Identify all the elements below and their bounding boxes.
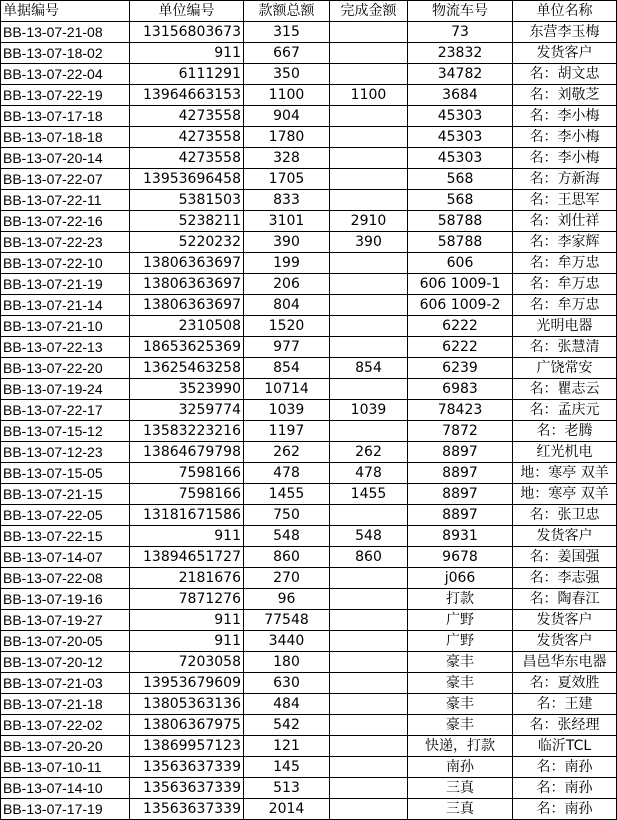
table-body bbox=[1, 22, 617, 820]
table-cell: 145 bbox=[244, 757, 330, 778]
table-cell: 名：王建 bbox=[513, 694, 617, 715]
header-cell: 单位编号 bbox=[130, 1, 244, 22]
table-cell: BB-13-07-22-13 bbox=[1, 337, 130, 358]
table-cell: 34782 bbox=[408, 64, 513, 85]
table-row bbox=[1, 358, 617, 379]
table-row bbox=[1, 589, 617, 610]
table-cell: 发货客户 bbox=[513, 631, 617, 652]
table-cell: 911 bbox=[130, 526, 244, 547]
table-cell: 478 bbox=[244, 463, 330, 484]
table-row bbox=[1, 715, 617, 736]
table-cell: 昌邑华东电器 bbox=[513, 652, 617, 673]
table-cell: 三真 bbox=[408, 778, 513, 799]
table-cell: 667 bbox=[244, 43, 330, 64]
table-cell: BB-13-07-21-03 bbox=[1, 673, 130, 694]
table-cell: 206 bbox=[244, 274, 330, 295]
table-cell: 548 bbox=[244, 526, 330, 547]
table-cell: 180 bbox=[244, 652, 330, 673]
table-row bbox=[1, 64, 617, 85]
table-cell: BB-13-07-22-02 bbox=[1, 715, 130, 736]
table-row bbox=[1, 316, 617, 337]
table-cell: 名：李小梅 bbox=[513, 106, 617, 127]
table-cell: BB-13-07-17-19 bbox=[1, 799, 130, 820]
table-cell: 打款 bbox=[408, 589, 513, 610]
table-cell: 13964663153 bbox=[130, 85, 244, 106]
table-cell: 478 bbox=[330, 463, 408, 484]
table-cell: 13156803673 bbox=[130, 22, 244, 43]
table-row bbox=[1, 400, 617, 421]
table-row bbox=[1, 568, 617, 589]
table-cell: 名：刘敬芝 bbox=[513, 85, 617, 106]
table-cell: BB-13-07-22-04 bbox=[1, 64, 130, 85]
table-cell bbox=[330, 148, 408, 169]
table-cell: 73 bbox=[408, 22, 513, 43]
table-cell: 名：姜国强 bbox=[513, 547, 617, 568]
table-row bbox=[1, 526, 617, 547]
header-cell: 完成金额 bbox=[330, 1, 408, 22]
table-cell: 6983 bbox=[408, 379, 513, 400]
table-cell: 833 bbox=[244, 190, 330, 211]
table-cell bbox=[330, 673, 408, 694]
table-cell: 1455 bbox=[244, 484, 330, 505]
table-cell: BB-13-07-10-11 bbox=[1, 757, 130, 778]
table-cell bbox=[330, 421, 408, 442]
table-header bbox=[1, 1, 617, 22]
table-cell bbox=[330, 22, 408, 43]
table-cell: 1705 bbox=[244, 169, 330, 190]
table-row bbox=[1, 337, 617, 358]
table-cell: 名：刘仕祥 bbox=[513, 211, 617, 232]
table-cell: 7598166 bbox=[130, 484, 244, 505]
table-cell: 豪丰 bbox=[408, 673, 513, 694]
table-cell: 2310508 bbox=[130, 316, 244, 337]
table-row bbox=[1, 274, 617, 295]
table-cell bbox=[330, 652, 408, 673]
table-cell: 名：陶春江 bbox=[513, 589, 617, 610]
table-cell: 58788 bbox=[408, 211, 513, 232]
table-cell: 854 bbox=[244, 358, 330, 379]
table-cell: 1455 bbox=[330, 484, 408, 505]
table-row bbox=[1, 295, 617, 316]
table-cell: 860 bbox=[330, 547, 408, 568]
table-cell: 548 bbox=[330, 526, 408, 547]
table-cell bbox=[330, 736, 408, 757]
table-cell: 5238211 bbox=[130, 211, 244, 232]
table-cell: 光明电器 bbox=[513, 316, 617, 337]
table-cell: 名：李家辉 bbox=[513, 232, 617, 253]
table-cell: 2014 bbox=[244, 799, 330, 820]
table-cell: 484 bbox=[244, 694, 330, 715]
table-row bbox=[1, 211, 617, 232]
table-cell: BB-13-07-20-20 bbox=[1, 736, 130, 757]
table-cell: 13583223216 bbox=[130, 421, 244, 442]
table-cell: BB-13-07-20-12 bbox=[1, 652, 130, 673]
header-cell: 款额总额 bbox=[244, 1, 330, 22]
table-cell: 7872 bbox=[408, 421, 513, 442]
table-cell: 13864679798 bbox=[130, 442, 244, 463]
table-cell: 名：老腾 bbox=[513, 421, 617, 442]
table-cell: 4273558 bbox=[130, 148, 244, 169]
table-row bbox=[1, 673, 617, 694]
table-cell: 13805363136 bbox=[130, 694, 244, 715]
table-cell: 23832 bbox=[408, 43, 513, 64]
table-cell: 13953679609 bbox=[130, 673, 244, 694]
table-cell: 名：王思军 bbox=[513, 190, 617, 211]
table-cell: BB-13-07-19-27 bbox=[1, 610, 130, 631]
table-cell: 977 bbox=[244, 337, 330, 358]
table-cell: 1039 bbox=[330, 400, 408, 421]
table-cell: 45303 bbox=[408, 127, 513, 148]
table-cell bbox=[330, 610, 408, 631]
table-cell: 名：南孙 bbox=[513, 799, 617, 820]
table-row bbox=[1, 127, 617, 148]
table-cell: 8897 bbox=[408, 442, 513, 463]
table-cell bbox=[330, 274, 408, 295]
table-cell: 名：李志强 bbox=[513, 568, 617, 589]
table-cell: BB-13-07-22-11 bbox=[1, 190, 130, 211]
table-cell: 发货客户 bbox=[513, 610, 617, 631]
table-cell: 13953696458 bbox=[130, 169, 244, 190]
table-cell: BB-13-07-22-20 bbox=[1, 358, 130, 379]
table-cell: 10714 bbox=[244, 379, 330, 400]
table-cell: 2910 bbox=[330, 211, 408, 232]
table-cell: 1520 bbox=[244, 316, 330, 337]
table-row bbox=[1, 757, 617, 778]
table-cell bbox=[330, 799, 408, 820]
table-cell: 8897 bbox=[408, 484, 513, 505]
table-cell: BB-13-07-15-05 bbox=[1, 463, 130, 484]
table-cell: 1100 bbox=[330, 85, 408, 106]
table-cell: BB-13-07-14-10 bbox=[1, 778, 130, 799]
table-cell bbox=[330, 127, 408, 148]
table-cell: 4273558 bbox=[130, 106, 244, 127]
table-cell: BB-13-07-22-15 bbox=[1, 526, 130, 547]
table-cell: 3523990 bbox=[130, 379, 244, 400]
table-cell: 804 bbox=[244, 295, 330, 316]
table-row bbox=[1, 463, 617, 484]
table-row bbox=[1, 169, 617, 190]
table-cell: BB-13-07-20-14 bbox=[1, 148, 130, 169]
header-cell: 单据编号 bbox=[1, 1, 130, 22]
table-row bbox=[1, 379, 617, 400]
table-cell: 390 bbox=[330, 232, 408, 253]
table-cell: 地：寒亭 双羊 bbox=[513, 484, 617, 505]
table-cell: 13563637339 bbox=[130, 778, 244, 799]
table-cell: 名：牟万忠 bbox=[513, 274, 617, 295]
table-cell: 750 bbox=[244, 505, 330, 526]
table-row bbox=[1, 421, 617, 442]
table-cell bbox=[330, 169, 408, 190]
table-cell: 名：牟万忠 bbox=[513, 295, 617, 316]
table-cell: 名：胡文忠 bbox=[513, 64, 617, 85]
table-cell: 911 bbox=[130, 43, 244, 64]
table-cell: 6111291 bbox=[130, 64, 244, 85]
table-cell: 262 bbox=[330, 442, 408, 463]
table-cell bbox=[330, 505, 408, 526]
table-cell: 8931 bbox=[408, 526, 513, 547]
table-cell bbox=[330, 295, 408, 316]
table-cell: 广野 bbox=[408, 610, 513, 631]
table-cell: 1197 bbox=[244, 421, 330, 442]
table-cell: 13806367975 bbox=[130, 715, 244, 736]
header-cell: 单位名称 bbox=[513, 1, 617, 22]
table-cell: j066 bbox=[408, 568, 513, 589]
table-cell: 13869957123 bbox=[130, 736, 244, 757]
table-cell: 542 bbox=[244, 715, 330, 736]
table-row bbox=[1, 232, 617, 253]
table-cell: 911 bbox=[130, 631, 244, 652]
table-cell: 911 bbox=[130, 610, 244, 631]
table-cell: 568 bbox=[408, 190, 513, 211]
table-cell bbox=[330, 568, 408, 589]
table-cell: 豪丰 bbox=[408, 715, 513, 736]
table-cell: BB-13-07-14-07 bbox=[1, 547, 130, 568]
table-row bbox=[1, 85, 617, 106]
table-row bbox=[1, 106, 617, 127]
table-cell: 1780 bbox=[244, 127, 330, 148]
table-row bbox=[1, 652, 617, 673]
table-cell: 1039 bbox=[244, 400, 330, 421]
table-cell bbox=[330, 43, 408, 64]
table-cell: 3101 bbox=[244, 211, 330, 232]
table-cell: 1100 bbox=[244, 85, 330, 106]
table-cell: BB-13-07-22-23 bbox=[1, 232, 130, 253]
table-cell: BB-13-07-12-23 bbox=[1, 442, 130, 463]
table-cell: 262 bbox=[244, 442, 330, 463]
table-cell: 9678 bbox=[408, 547, 513, 568]
table-cell bbox=[330, 631, 408, 652]
table-cell: BB-13-07-22-17 bbox=[1, 400, 130, 421]
table-cell: BB-13-07-22-19 bbox=[1, 85, 130, 106]
table-cell: 13625463258 bbox=[130, 358, 244, 379]
table-cell: BB-13-07-21-10 bbox=[1, 316, 130, 337]
table-cell: 名：李小梅 bbox=[513, 148, 617, 169]
header-cell: 物流车号 bbox=[408, 1, 513, 22]
table-cell: 18653625369 bbox=[130, 337, 244, 358]
table-cell: 名：瞿志云 bbox=[513, 379, 617, 400]
table-cell: 13806363697 bbox=[130, 295, 244, 316]
table-cell bbox=[330, 106, 408, 127]
table-cell: 13563637339 bbox=[130, 799, 244, 820]
table-cell: 东营李玉梅 bbox=[513, 22, 617, 43]
table-cell: 豪丰 bbox=[408, 652, 513, 673]
table-cell: 3440 bbox=[244, 631, 330, 652]
table-row bbox=[1, 610, 617, 631]
table-cell: 513 bbox=[244, 778, 330, 799]
table-cell: 名：牟万忠 bbox=[513, 253, 617, 274]
table-row bbox=[1, 484, 617, 505]
table-cell: 390 bbox=[244, 232, 330, 253]
table-cell: BB-13-07-21-19 bbox=[1, 274, 130, 295]
table-cell: BB-13-07-21-08 bbox=[1, 22, 130, 43]
table-cell: 名：李小梅 bbox=[513, 127, 617, 148]
table-cell: 96 bbox=[244, 589, 330, 610]
table-cell: 13181671586 bbox=[130, 505, 244, 526]
table-cell: 854 bbox=[330, 358, 408, 379]
table-cell: BB-13-07-22-10 bbox=[1, 253, 130, 274]
table-cell bbox=[330, 379, 408, 400]
table-cell: 78423 bbox=[408, 400, 513, 421]
table-cell: 6222 bbox=[408, 316, 513, 337]
table-cell: 6239 bbox=[408, 358, 513, 379]
table-cell: 南孙 bbox=[408, 757, 513, 778]
table-cell: 3684 bbox=[408, 85, 513, 106]
table-cell: 13806363697 bbox=[130, 274, 244, 295]
table-cell: 名：张慧清 bbox=[513, 337, 617, 358]
table-cell: 豪丰 bbox=[408, 694, 513, 715]
table-cell bbox=[330, 778, 408, 799]
table-cell: 606 1009-1 bbox=[408, 274, 513, 295]
table-row bbox=[1, 799, 617, 820]
table-row bbox=[1, 778, 617, 799]
table-cell: BB-13-07-22-05 bbox=[1, 505, 130, 526]
table-cell: 发货客户 bbox=[513, 43, 617, 64]
table-cell: 地：寒亭 双羊 bbox=[513, 463, 617, 484]
table-cell: 13894651727 bbox=[130, 547, 244, 568]
table-cell: 270 bbox=[244, 568, 330, 589]
table-cell: 328 bbox=[244, 148, 330, 169]
table-cell: 77548 bbox=[244, 610, 330, 631]
table-cell: 8897 bbox=[408, 463, 513, 484]
table-row bbox=[1, 442, 617, 463]
table-row bbox=[1, 43, 617, 64]
table-cell: BB-13-07-17-18 bbox=[1, 106, 130, 127]
table-cell: 4273558 bbox=[130, 127, 244, 148]
table-cell: 红光机电 bbox=[513, 442, 617, 463]
table-cell: 13563637339 bbox=[130, 757, 244, 778]
table-cell: 45303 bbox=[408, 148, 513, 169]
table-row bbox=[1, 253, 617, 274]
table-cell: 3259774 bbox=[130, 400, 244, 421]
table-cell: 45303 bbox=[408, 106, 513, 127]
table-row bbox=[1, 505, 617, 526]
table-cell bbox=[330, 64, 408, 85]
table-cell: 315 bbox=[244, 22, 330, 43]
table-cell: 199 bbox=[244, 253, 330, 274]
table-cell: BB-13-07-21-18 bbox=[1, 694, 130, 715]
table-cell: 快递，打款 bbox=[408, 736, 513, 757]
table-cell bbox=[330, 589, 408, 610]
table-cell: 名：南孙 bbox=[513, 757, 617, 778]
table-cell: 121 bbox=[244, 736, 330, 757]
table-cell: 名：方新海 bbox=[513, 169, 617, 190]
table-cell: BB-13-07-18-18 bbox=[1, 127, 130, 148]
table-cell: BB-13-07-22-16 bbox=[1, 211, 130, 232]
table-cell: 7871276 bbox=[130, 589, 244, 610]
table-row bbox=[1, 22, 617, 43]
table-cell: 606 bbox=[408, 253, 513, 274]
table-row bbox=[1, 148, 617, 169]
table-cell: 904 bbox=[244, 106, 330, 127]
table-cell: BB-13-07-22-08 bbox=[1, 568, 130, 589]
table-cell: 名：孟庆元 bbox=[513, 400, 617, 421]
table-cell bbox=[330, 190, 408, 211]
table-cell: 名：夏效胜 bbox=[513, 673, 617, 694]
table-cell: 名：南孙 bbox=[513, 778, 617, 799]
table-cell: 58788 bbox=[408, 232, 513, 253]
table-cell: 三真 bbox=[408, 799, 513, 820]
table-cell: 名：张经理 bbox=[513, 715, 617, 736]
table-cell: 568 bbox=[408, 169, 513, 190]
table-cell: BB-13-07-20-05 bbox=[1, 631, 130, 652]
table-cell: 13806363697 bbox=[130, 253, 244, 274]
table-cell: 350 bbox=[244, 64, 330, 85]
table-cell: 广饶常安 bbox=[513, 358, 617, 379]
table-cell: BB-13-07-15-12 bbox=[1, 421, 130, 442]
table-row bbox=[1, 190, 617, 211]
table-cell: BB-13-07-22-07 bbox=[1, 169, 130, 190]
table-cell: BB-13-07-21-14 bbox=[1, 295, 130, 316]
table-cell: 2181676 bbox=[130, 568, 244, 589]
table-cell bbox=[330, 316, 408, 337]
table-cell bbox=[330, 757, 408, 778]
table-cell: 630 bbox=[244, 673, 330, 694]
table-row bbox=[1, 547, 617, 568]
table-cell: BB-13-07-21-15 bbox=[1, 484, 130, 505]
table-row bbox=[1, 736, 617, 757]
table-cell: 发货客户 bbox=[513, 526, 617, 547]
table-cell: 广野 bbox=[408, 631, 513, 652]
table-cell: 6222 bbox=[408, 337, 513, 358]
header-row bbox=[1, 1, 617, 22]
table-row bbox=[1, 694, 617, 715]
table-cell: 860 bbox=[244, 547, 330, 568]
table-cell bbox=[330, 337, 408, 358]
table-cell: 606 1009-2 bbox=[408, 295, 513, 316]
table-cell: 5220232 bbox=[130, 232, 244, 253]
table-cell: 5381503 bbox=[130, 190, 244, 211]
table-cell: BB-13-07-18-02 bbox=[1, 43, 130, 64]
table-cell: 7203058 bbox=[130, 652, 244, 673]
table-cell: 8897 bbox=[408, 505, 513, 526]
table-row bbox=[1, 631, 617, 652]
table-cell: BB-13-07-19-24 bbox=[1, 379, 130, 400]
table-cell bbox=[330, 715, 408, 736]
table-cell bbox=[330, 253, 408, 274]
table-cell: BB-13-07-19-16 bbox=[1, 589, 130, 610]
table-cell bbox=[330, 694, 408, 715]
table-cell: 名：张卫忠 bbox=[513, 505, 617, 526]
table-cell: 临沂TCL bbox=[513, 736, 617, 757]
table-cell: 7598166 bbox=[130, 463, 244, 484]
